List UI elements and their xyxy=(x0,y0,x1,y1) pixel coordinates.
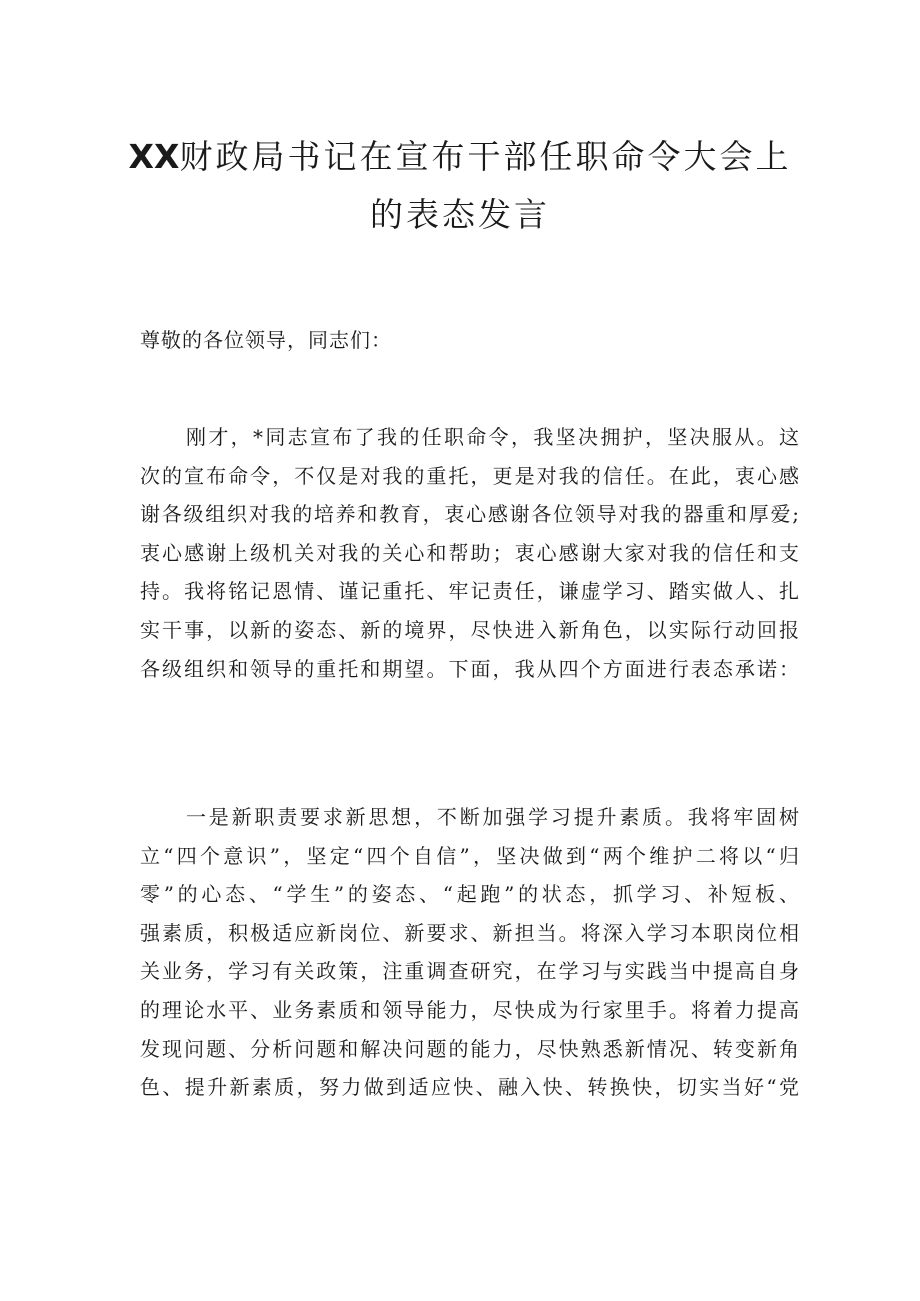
paragraph-2 xyxy=(140,798,800,1107)
paragraph-line: 刚才，*同志宣布了我的任职命令，我坚决拥护，坚决服从。这 xyxy=(186,425,800,449)
paragraph-line: 强素质，积极适应新岗位、新要求、新担当。将深入学习本职岗位相 xyxy=(140,920,800,945)
paragraph-line: 立“四个意识”，坚定“四个自信”，坚决做到“两个维护二将以“归 xyxy=(140,843,800,868)
title-line-1-text: 财政局书记在宣布干部任职命令大会上 xyxy=(179,137,792,176)
title-line-2: 的表态发言 xyxy=(370,195,550,234)
title-prefix: XX xyxy=(128,137,180,176)
paragraph-line: 色、提升新素质，努力做到适应快、融入快、转换快，切实当好“党 xyxy=(140,1075,800,1100)
paragraph-1 xyxy=(140,418,800,688)
paragraph-line: 谢各级组织对我的培养和教育，衷心感谢各位领导对我的器重和厚爱; xyxy=(140,502,800,527)
title-line-1 xyxy=(120,128,800,186)
paragraph-line: 的理论水平、业务素质和领导能力，尽快成为行家里手。将着力提高 xyxy=(140,997,800,1022)
paragraph-line: 发现问题、分析问题和解决问题的能力，尽快熟悉新情况、转变新角 xyxy=(140,1036,800,1061)
paragraph-line: 各级组织和领导的重托和期望。下面，我从四个方面进行表态承诺： xyxy=(140,656,800,681)
salutation: 尊敬的各位领导，同志们： xyxy=(140,328,392,352)
paragraph-line: 实干事，以新的姿态、新的境界，尽快进入新角色，以实际行动回报 xyxy=(140,617,800,642)
paragraph-line: 衷心感谢上级机关对我的关心和帮助；衷心感谢大家对我的信任和支 xyxy=(140,540,800,565)
document-title xyxy=(120,128,800,244)
paragraph-line: 次的宣布命令，不仅是对我的重托，更是对我的信任。在此，衷心感 xyxy=(140,463,800,488)
paragraph-line: 一是新职责要求新思想，不断加强学习提升素质。我将牢固树 xyxy=(186,805,800,829)
paragraph-line: 持。我将铭记恩情、谨记重托、牢记责任，谦虚学习、踏实做人、扎 xyxy=(140,579,800,604)
paragraph-line: 零”的心态、“学生”的姿态、“起跑”的状态，抓学习、补短板、 xyxy=(140,882,800,907)
paragraph-line: 关业务，学习有关政策，注重调查研究，在学习与实践当中提高自身 xyxy=(140,959,800,984)
